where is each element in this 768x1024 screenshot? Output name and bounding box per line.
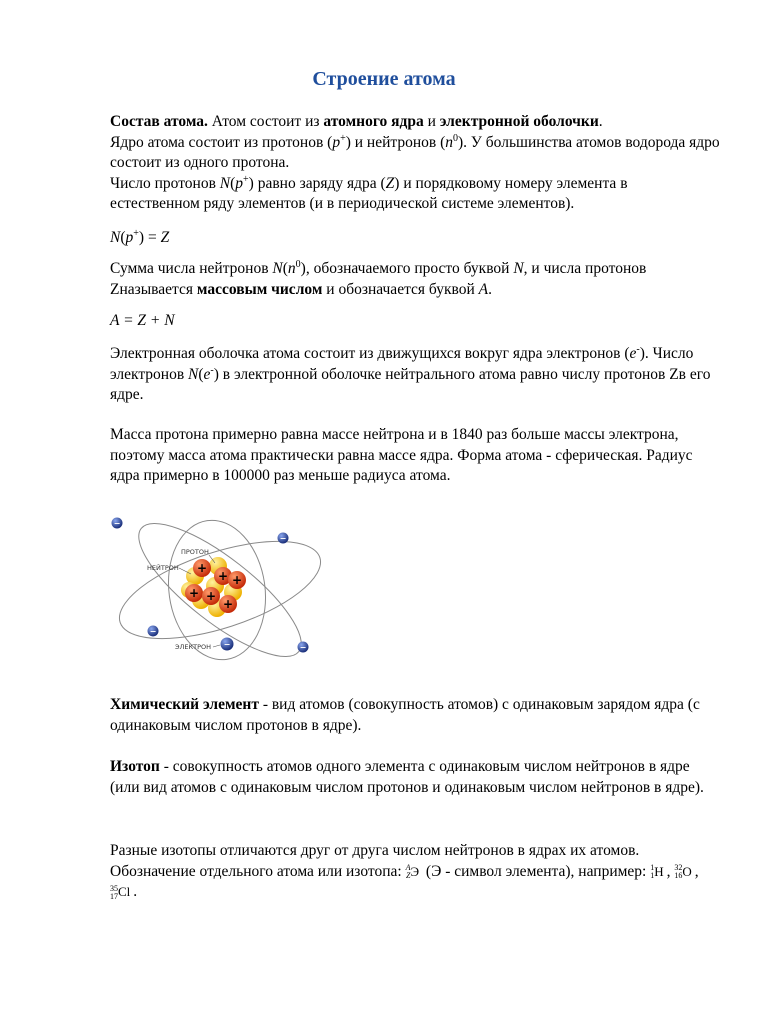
superscript: - [210,364,214,376]
term-nucleus: атомного ядра [323,113,424,130]
superscript: + [243,173,249,185]
mass-number: 35 [110,883,118,893]
text: , [666,862,675,880]
paragraph-mass-shape: Масса протона примерно равна массе нейтрона и в 1840 раз больше массы электрона, поэтому масса атома практически равна массе ядра. Форма атома - сферическая. Радиус ядра примерно в 100000 раз меньше радиуса атома. [110,426,693,484]
symbol-p: p [235,174,244,192]
text: ) и нейтронов ( [345,133,446,151]
paragraph-electron-shell [110,344,720,406]
text: , [694,862,699,880]
text: Число протонов [110,174,220,192]
proton-sign: + [217,569,229,583]
text: . [488,280,492,298]
proton-sign: + [196,561,208,575]
text: - вид атомов (совокупность атомов) с одинаковым зарядом ядра (с одинаковым числом протонов в ядре). [110,696,700,734]
atom-diagram [105,500,335,680]
text: - совокупность атомов одного элемента с одинаковым числом нейтронов в ядре (или вид атомов с одинаковым числом протонов и одинаковым числом нейтронов в ядре). [110,758,704,796]
text: ) равно заряду ядра ( [248,174,386,192]
page-title: Строение атома [312,68,456,90]
formula-mass-number: A = Z + N [110,312,175,329]
superscript: + [340,132,346,144]
symbol-N: N [188,365,199,383]
text: ). У большинства атомов водорода ядро состоит из одного протона. [110,133,720,171]
text: ) = [138,229,161,246]
superscript: 0 [295,258,301,270]
symbol-N: N [219,174,231,192]
term-mass-number: массовым числом [196,280,323,298]
element-symbol: H [654,863,664,879]
mass-number: 1 [650,863,655,873]
atomic-number: 1 [650,871,655,881]
mass-number: A [405,863,411,873]
isotope-chlorine [110,882,130,903]
superscript: + [133,227,139,239]
text: Ядро атома состоит из протонов ( [110,133,333,151]
isotope-oxygen [674,862,691,883]
text: ). Число электронов [110,345,694,383]
atomic-number: Z [406,871,411,881]
symbol-p: p [332,133,341,151]
electron-sign: − [279,534,287,543]
symbol-N: N [513,260,524,277]
proton-sign: + [222,597,234,611]
paragraph-isotope-notation [110,841,720,903]
symbol-n: n [445,133,454,151]
text: . [598,113,603,130]
mass-number: 32 [674,863,683,873]
text: ( [120,229,126,246]
electron-sign: − [113,519,121,528]
proton-sign: + [205,589,217,603]
proton-sign: + [231,573,243,587]
isotope-hydrogen [650,862,663,883]
label-electron: ЭЛЕКТРОН [175,643,212,651]
paragraph-atom-composition [110,112,720,215]
label-neutron: НЕЙТРОН [147,564,179,572]
formula-protons [110,228,720,249]
symbol-Z: Z [160,229,170,246]
text: ( [198,365,204,383]
term-atom-composition: Состав атома. [110,113,208,130]
symbol-N: N [272,260,283,277]
paragraph-chemical-element [110,695,720,736]
text: Атом состоит из [207,113,324,130]
text: Сумма числа нейтронов [110,260,273,277]
text: ( [230,174,236,192]
symbol-A: A [478,280,489,298]
symbol-e: e [203,365,211,383]
superscript: 0 [453,132,459,144]
paragraph-mass-number [110,259,720,300]
proton-sign: + [188,586,200,600]
term-chemical-element: Химический элемент [110,696,259,713]
element-symbol: Э [410,863,420,879]
text: ), обозначаемого просто буквой [300,260,514,277]
paragraph-isotope [110,757,720,798]
element-symbol: Cl [118,884,131,900]
text: Разные изотопы отличаются друг от друга числом нейтронов в ядрах их атомов. Обозначение отдельного атома или изотопа: [110,842,640,880]
text: ( [282,260,288,277]
text: Электронная оболочка атома состоит из движущихся вокруг ядра электронов ( [110,345,630,362]
text: , и числа протонов Zназывается [110,260,647,298]
atomic-number: 16 [674,871,683,881]
term-isotope: Изотоп [110,758,160,775]
text: . [133,883,138,901]
symbol-N: N [110,229,121,246]
symbol-Z: Z [385,174,395,192]
symbol-n: n [287,260,296,277]
text: ) и порядковому номеру элемента в естественном ряду элементов (и в периодической системе элементов). [110,174,628,212]
text: (Э - символ элемента), например: [422,862,651,880]
text: ) в электронной оболочке нейтрального атома равно числу протонов Zв его ядре. [110,365,711,403]
term-electron-shell: электронной оболочки [439,113,599,130]
electron-sign: − [299,643,307,652]
text: и [423,113,440,130]
superscript: - [636,343,640,355]
element-symbol: O [682,863,692,879]
electron-sign: − [149,627,157,636]
symbol-p: p [125,229,134,246]
label-proton: ПРОТОН [181,548,209,556]
atomic-number: 17 [110,891,118,901]
symbol-e: e [629,345,637,362]
pointer-electron [213,645,220,647]
text: и обозначается буквой [322,280,479,298]
isotope-generic [406,862,419,883]
electron-sign: − [223,640,231,649]
